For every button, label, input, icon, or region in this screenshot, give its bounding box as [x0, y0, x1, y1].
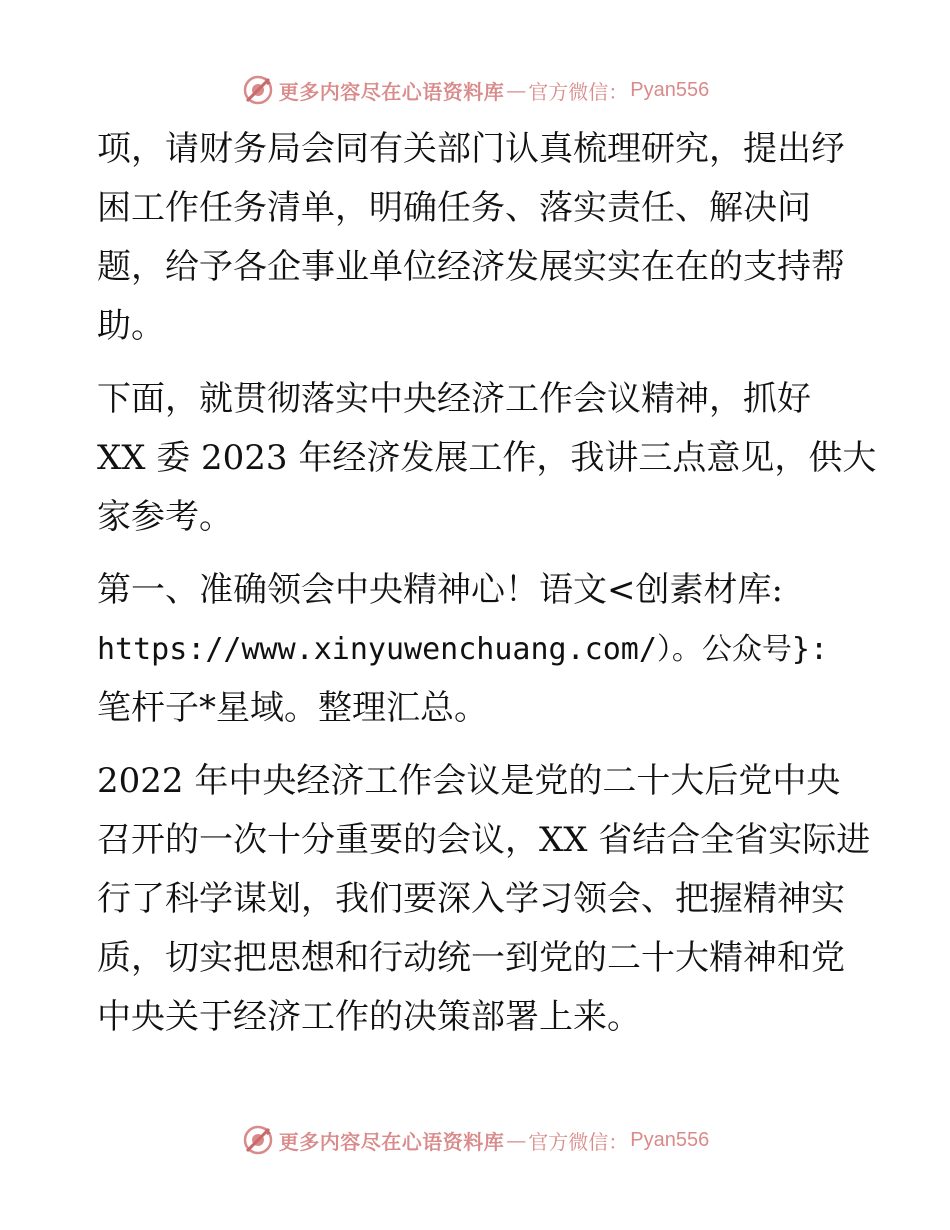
- text-line: 题，给予各企事业单位经济发展实实在在的支持帮: [97, 247, 845, 287]
- watermark-account: Pyan556: [630, 1128, 710, 1151]
- text-line: 第一、准确领会中央精神心！语文<创素材库:: [97, 570, 783, 610]
- text-line: 笔杆子*星域。整理汇总。: [97, 688, 488, 728]
- document-body: [97, 120, 877, 1061]
- text-line: 家参考。: [97, 497, 233, 537]
- paragraph: [97, 561, 877, 738]
- quill-seal-icon: [241, 73, 275, 107]
- text-line: 2022 年中央经济工作会议是党的二十大后党中央: [97, 761, 841, 801]
- paragraph: [97, 752, 877, 1047]
- text-line: 召开的一次十分重要的会议，XX 省结合全省实际进: [97, 820, 871, 860]
- watermark-account: Pyan556: [630, 78, 710, 101]
- text-line: 质，切实把思想和行动统一到党的二十大精神和党: [97, 938, 845, 978]
- watermark-main-text: 更多内容尽在心语资料库: [278, 79, 505, 104]
- watermark-dash: —: [506, 1128, 527, 1152]
- text-line: 困工作任务清单，明确任务、落实责任、解决问: [97, 188, 811, 228]
- paragraph: [97, 370, 877, 547]
- watermark-dash: —: [506, 78, 527, 102]
- text-line: 助。: [97, 306, 165, 346]
- url-line: https://www.xinyuwenchuang.com/）。公众号}:: [97, 632, 829, 667]
- header-watermark: [0, 70, 950, 110]
- watermark-main-text: 更多内容尽在心语资料库: [278, 1129, 505, 1154]
- watermark-official-label: 官方微信：: [528, 79, 629, 104]
- paragraph: [97, 120, 877, 356]
- text-line: 项，请财务局会同有关部门认真梳理研究，提出纾: [97, 129, 845, 169]
- text-line: 行了科学谋划，我们要深入学习领会、把握精神实: [97, 879, 845, 919]
- text-line: XX 委 2023 年经济发展工作，我讲三点意见，供大: [97, 438, 877, 478]
- watermark-official-label: 官方微信：: [528, 1129, 629, 1154]
- footer-watermark: [0, 1120, 950, 1160]
- text-line: 下面，就贯彻落实中央经济工作会议精神，抓好: [97, 379, 811, 419]
- quill-seal-icon: [241, 1123, 275, 1157]
- text-line: 中央关于经济工作的决策部署上来。: [97, 997, 641, 1037]
